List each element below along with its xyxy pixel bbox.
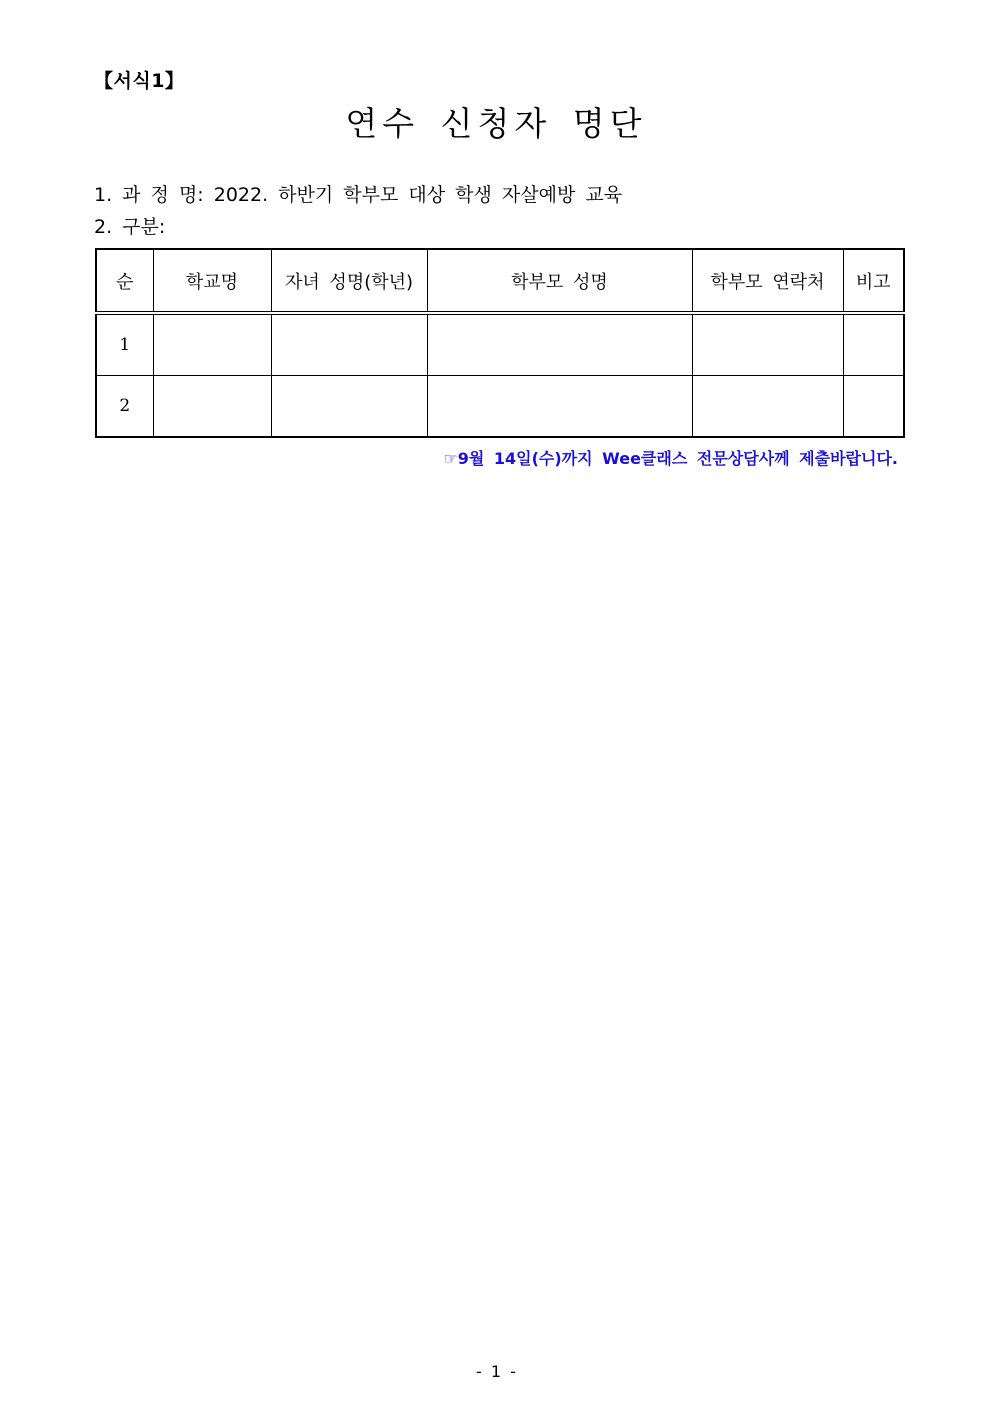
course-name-line: 1. 과 정 명: 2022. 하반기 학부모 대상 학생 자살예방 교육 [94, 184, 623, 206]
header-parent-contact: 학부모 연락처 [692, 249, 843, 313]
cell-parent-contact[interactable] [692, 376, 843, 438]
cell-number: 2 [96, 376, 153, 438]
cell-remarks[interactable] [843, 376, 904, 438]
cell-child-name[interactable] [271, 376, 427, 438]
cell-school-name[interactable] [153, 376, 271, 438]
cell-parent-name[interactable] [427, 376, 692, 438]
table-row [96, 313, 904, 376]
page-number: - 1 - [476, 1362, 516, 1381]
cell-child-name[interactable] [271, 313, 427, 376]
cell-school-name[interactable] [153, 313, 271, 376]
header-number: 순 [96, 249, 153, 313]
applicant-table [95, 248, 905, 438]
cell-parent-name[interactable] [427, 313, 692, 376]
header-school-name: 학교명 [153, 249, 271, 313]
cell-parent-contact[interactable] [692, 313, 843, 376]
header-parent-name: 학부모 성명 [427, 249, 692, 313]
table-header-row [96, 249, 904, 313]
header-remarks: 비고 [843, 249, 904, 313]
cell-number: 1 [96, 313, 153, 376]
category-line: 2. 구분: [94, 216, 166, 238]
header-child-name: 자녀 성명(학년) [271, 249, 427, 313]
document-title: 연수 신청자 명단 [345, 104, 647, 143]
table-row [96, 376, 904, 438]
cell-remarks[interactable] [843, 313, 904, 376]
submission-notice: ☞9월 14일(수)까지 Wee클래스 전문상담사께 제출바랍니다. [443, 449, 898, 468]
form-label: 【서식1】 [94, 70, 185, 92]
